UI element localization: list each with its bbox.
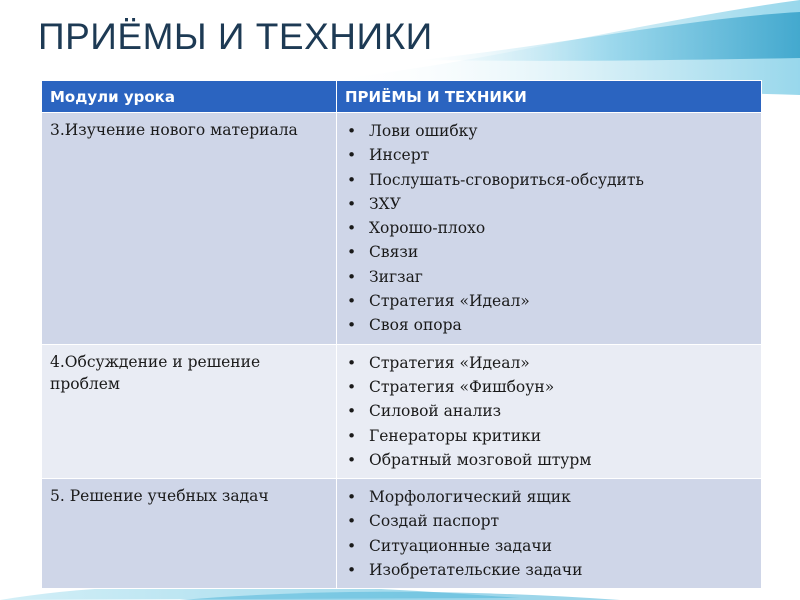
list-item: • Создай паспорт: [345, 509, 753, 533]
list-item: • Своя опора: [345, 313, 753, 337]
bullet-icon: •: [347, 219, 357, 238]
bullet-icon: •: [347, 377, 357, 396]
module-cell: 3.Изучение нового материала: [42, 113, 337, 345]
column-header-modules: Модули урока: [42, 81, 337, 113]
list-item: • Морфологический ящик: [345, 485, 753, 509]
list-item: • Связи: [345, 240, 753, 264]
bullet-icon: •: [347, 512, 357, 531]
table-header-row: [42, 81, 762, 113]
techniques-list: [345, 485, 753, 582]
list-item: • Хорошо-плохо: [345, 216, 753, 240]
list-item: • Зигзаг: [345, 265, 753, 289]
module-cell: 5. Решение учебных задач: [42, 479, 337, 589]
bullet-icon: •: [347, 488, 357, 507]
table-row: [42, 344, 762, 478]
list-item: • Стратегия «Идеал»: [345, 351, 753, 375]
bullet-icon: •: [347, 267, 357, 286]
list-item: • Силовой анализ: [345, 399, 753, 423]
techniques-list: [345, 119, 753, 338]
list-item: • Стратегия «Фишбоун»: [345, 375, 753, 399]
list-item: • Инсерт: [345, 143, 753, 167]
bullet-icon: •: [347, 561, 357, 580]
bullet-icon: •: [347, 292, 357, 311]
bullet-icon: •: [347, 353, 357, 372]
bullet-icon: •: [347, 243, 357, 262]
list-item: • Стратегия «Идеал»: [345, 289, 753, 313]
techniques-cell: [337, 479, 762, 589]
list-item: • Обратный мозговой штурм: [345, 448, 753, 472]
list-item: • Лови ошибку: [345, 119, 753, 143]
techniques-table: [41, 80, 762, 589]
bullet-icon: •: [347, 122, 357, 140]
table-row: [42, 113, 762, 345]
bullet-icon: •: [347, 536, 357, 555]
list-item: • Генераторы критики: [345, 424, 753, 448]
techniques-cell: [337, 113, 762, 345]
list-item: • Послушать-сговориться-обсудить: [345, 168, 753, 192]
table-row: [42, 479, 762, 589]
bullet-icon: •: [347, 146, 357, 165]
bullet-icon: •: [347, 450, 357, 469]
bullet-icon: •: [347, 316, 357, 335]
techniques-cell: [337, 344, 762, 478]
column-header-techniques: ПРИЁМЫ И ТЕХНИКИ: [337, 81, 762, 113]
list-item: • Изобретательские задачи: [345, 558, 753, 582]
bullet-icon: •: [347, 426, 357, 445]
bullet-icon: •: [347, 194, 357, 213]
bullet-icon: •: [347, 170, 357, 189]
bullet-icon: •: [347, 402, 357, 421]
slide-title: ПРИЁМЫ И ТЕХНИКИ: [38, 16, 433, 57]
module-cell: 4.Обсуждение и решение проблем: [42, 344, 337, 478]
list-item: • ЗХУ: [345, 192, 753, 216]
list-item: • Ситуационные задачи: [345, 534, 753, 558]
techniques-list: [345, 351, 753, 472]
